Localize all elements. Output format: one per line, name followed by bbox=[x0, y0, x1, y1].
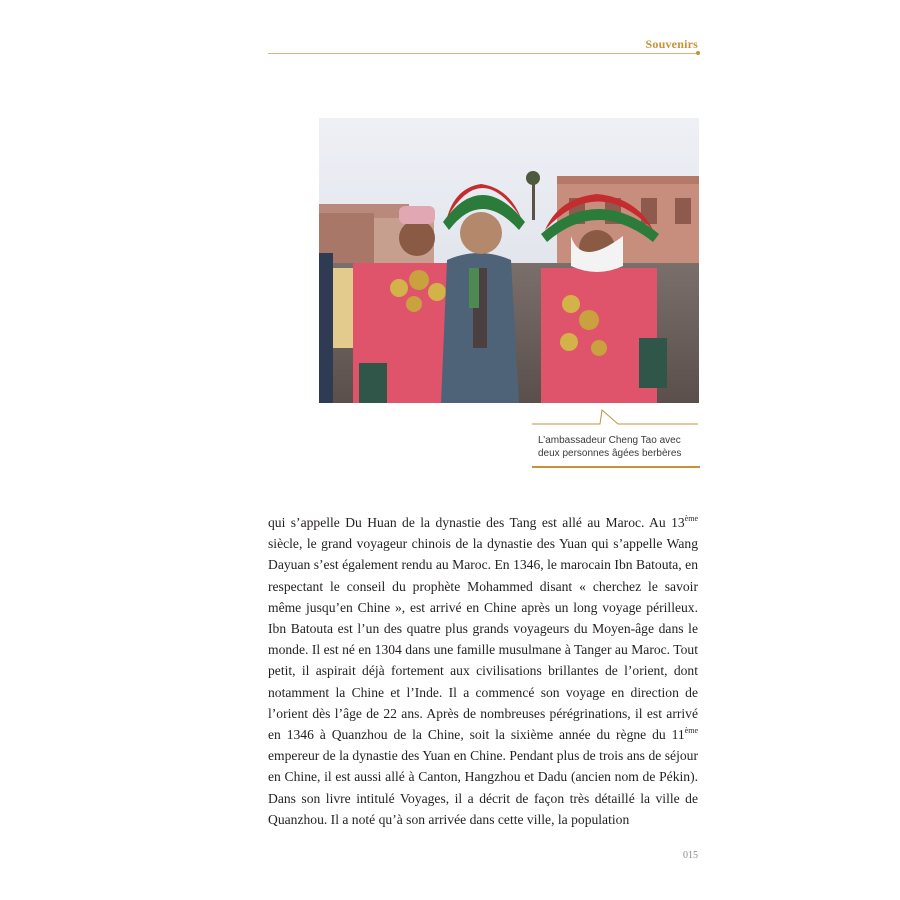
header-rule bbox=[268, 53, 698, 54]
page-number: 015 bbox=[683, 850, 698, 861]
callout-pointer bbox=[530, 406, 700, 436]
text-segment-1: qui s’appelle Du Huan de la dynastie des Tang est allé au Maroc. Au 13 bbox=[268, 515, 685, 530]
superscript-eme-1: ème bbox=[684, 514, 698, 523]
header-rule-end-dot bbox=[696, 51, 700, 55]
photo-ambassador-with-berbers bbox=[319, 118, 699, 403]
caption-rule bbox=[532, 466, 700, 468]
section-title: Souvenirs bbox=[645, 37, 698, 51]
paragraph bbox=[268, 512, 698, 830]
text-segment-3: empereur de la dynastie des Yuan en Chine. Pendant plus de trois ans de séjour en Chine, il est aussi allé à Canton, Hangzhou et Dadu (ancien nom de Pékin). Dans son livre intitulé Voyages, il a décrit de façon très détaillé la ville de Quanzhou. Il a noté qu’à son arrivée dans cette ville, la population bbox=[268, 748, 698, 827]
body-paragraph bbox=[268, 512, 698, 830]
text-segment-2: siècle, le grand voyageur chinois de la dynastie des Yuan qui s’appelle Wang Dayuan s’est également rendu au Maroc. En 1346, le marocain Ibn Batouta, en respectant le conseil du prophète Mohammed disant « cherchez le savoir même jusqu’en Chine », est arrivé en Chine après un long voyage périlleux. Ibn Batouta est l’un des quatre plus grands voyageurs du Moyen-âge dans le monde. Il est né en 1304 dans une famille musulmane à Tanger au Maroc. Tout petit, il aspirait déjà fortement aux civilisations brillantes de l’orient, dont notamment la Chine et l’Inde. Il a commencé son voyage en direction de l’orient dès l’âge de 22 ans. Après de nombreuses pérégrinations, il est arrivé en 1346 à Quanzhou de la Chine, soit la sixième année du règne du 11 bbox=[268, 536, 698, 743]
superscript-eme-2: ème bbox=[684, 726, 698, 736]
photo-caption: L’ambassadeur Cheng Tao avec deux personnes âgées berbères bbox=[538, 435, 682, 459]
photo-caption-callout bbox=[530, 406, 700, 470]
photo-illustration bbox=[319, 118, 699, 403]
